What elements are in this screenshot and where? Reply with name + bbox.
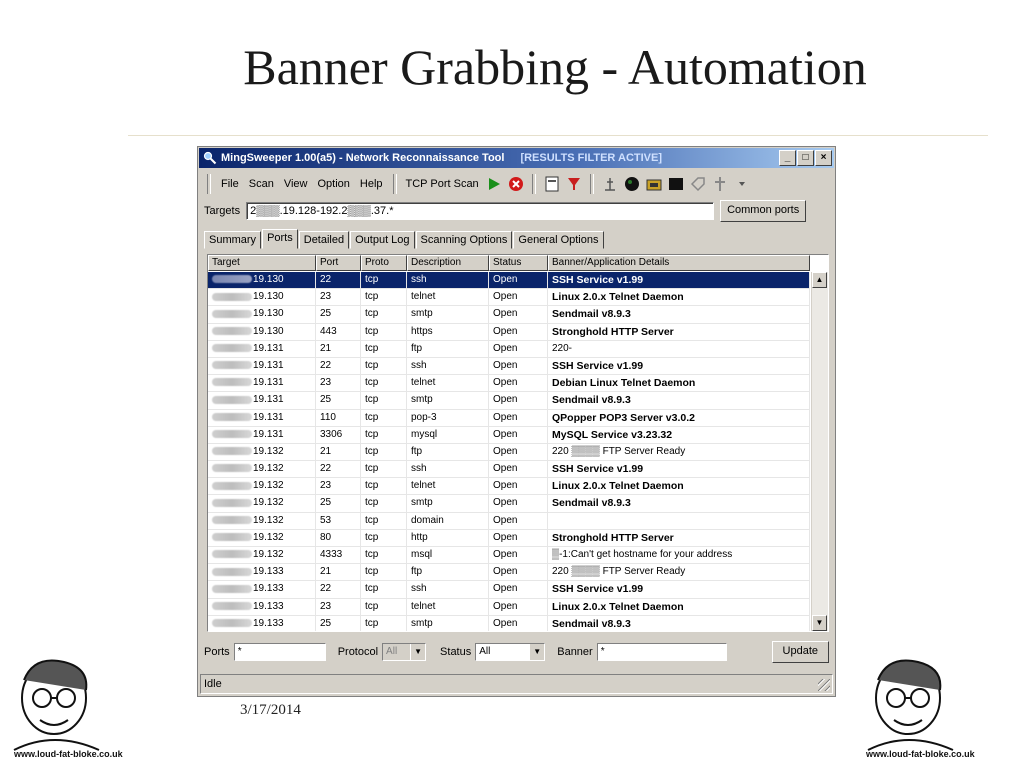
- tcp-port-scan-button[interactable]: TCP Port Scan: [405, 178, 479, 190]
- table-row[interactable]: [208, 375, 810, 392]
- pin-icon[interactable]: [711, 175, 729, 193]
- cell-port: 22: [316, 581, 361, 597]
- status-text: Idle: [204, 678, 222, 690]
- table-row[interactable]: [208, 461, 810, 478]
- cell-banner: ▒-1:Can't get hostname for your address: [548, 547, 810, 563]
- cell-status: Open: [489, 530, 548, 546]
- cell-banner: Sendmail v8.9.3: [548, 306, 810, 322]
- cell-target: [208, 513, 316, 529]
- window-title: MingSweeper 1.00(a5) - Network Reconnaissance Tool: [221, 152, 505, 164]
- close-button[interactable]: ×: [815, 150, 832, 166]
- table-row[interactable]: [208, 324, 810, 341]
- cell-banner: Sendmail v8.9.3: [548, 392, 810, 408]
- redacted-ip: [212, 293, 252, 301]
- cell-status: Open: [489, 478, 548, 494]
- cell-banner: Sendmail v8.9.3: [548, 616, 810, 632]
- cartoon-face-logo: [848, 650, 966, 760]
- cell-description: pop-3: [407, 410, 489, 426]
- tab-strip: [204, 229, 829, 249]
- cell-port: 443: [316, 324, 361, 340]
- cell-status: Open: [489, 513, 548, 529]
- redacted-ip: [212, 361, 252, 369]
- targets-label: Targets: [204, 205, 241, 217]
- ip-suffix: 19.132: [253, 549, 284, 560]
- table-row[interactable]: [208, 495, 810, 512]
- column-header-target[interactable]: Target: [208, 255, 316, 271]
- cell-target: [208, 478, 316, 494]
- maximize-button[interactable]: □: [797, 150, 814, 166]
- cell-description: ssh: [407, 581, 489, 597]
- chevron-down-icon[interactable]: ▼: [410, 644, 425, 660]
- redacted-ip: [212, 396, 252, 404]
- tab-output-log[interactable]: Output Log: [350, 231, 414, 249]
- protocol-select[interactable]: [382, 643, 426, 661]
- cell-status: Open: [489, 427, 548, 443]
- cell-banner: 220-: [548, 341, 810, 357]
- cell-status: Open: [489, 410, 548, 426]
- cell-banner: Debian Linux Telnet Daemon: [548, 375, 810, 391]
- cell-description: ftp: [407, 564, 489, 580]
- cell-target: [208, 324, 316, 340]
- toolbar-separator: [207, 174, 211, 194]
- cell-port: 110: [316, 410, 361, 426]
- cell-status: Open: [489, 444, 548, 460]
- cell-proto: tcp: [361, 616, 407, 632]
- cell-description: ssh: [407, 272, 489, 288]
- cell-banner: Stronghold HTTP Server: [548, 324, 810, 340]
- cell-banner: SSH Service v1.99: [548, 581, 810, 597]
- redacted-ip: [212, 447, 252, 455]
- cell-proto: tcp: [361, 581, 407, 597]
- redacted-ip: [212, 275, 252, 283]
- cell-port: 23: [316, 289, 361, 305]
- cell-description: mysql: [407, 427, 489, 443]
- toolbar-separator: [590, 174, 594, 194]
- ip-suffix: 19.131: [253, 342, 284, 354]
- table-row[interactable]: [208, 444, 810, 461]
- cell-description: domain: [407, 513, 489, 529]
- cell-banner: SSH Service v1.99: [548, 272, 810, 288]
- cell-description: smtp: [407, 616, 489, 632]
- table-row[interactable]: [208, 410, 810, 427]
- cell-proto: tcp: [361, 513, 407, 529]
- update-button[interactable]: Update: [772, 641, 829, 663]
- redacted-ip: [212, 378, 252, 386]
- chevron-down-icon[interactable]: ▼: [529, 644, 544, 660]
- cell-status: Open: [489, 547, 548, 563]
- ip-suffix: 19.132: [253, 497, 284, 509]
- footer-url-left[interactable]: www.loud-fat-bloke.co.uk: [14, 749, 123, 759]
- ip-suffix: 19.131: [253, 359, 284, 371]
- cell-description: ftp: [407, 444, 489, 460]
- cell-banner: Linux 2.0.x Telnet Daemon: [548, 289, 810, 305]
- tab-general-options[interactable]: General Options: [513, 231, 603, 249]
- cell-proto: tcp: [361, 375, 407, 391]
- cell-port: 23: [316, 375, 361, 391]
- cell-port: 22: [316, 358, 361, 374]
- cell-port: 4333: [316, 547, 361, 563]
- cell-target: [208, 599, 316, 615]
- cell-status: Open: [489, 564, 548, 580]
- protocol-select-value: All: [386, 646, 398, 657]
- cell-proto: tcp: [361, 341, 407, 357]
- ip-suffix: 19.130: [253, 291, 284, 303]
- cell-target: [208, 375, 316, 391]
- footer-url-right[interactable]: www.loud-fat-bloke.co.uk: [866, 749, 975, 759]
- table-row[interactable]: [208, 272, 810, 289]
- scroll-down-button[interactable]: ▼: [812, 615, 827, 631]
- cell-description: smtp: [407, 495, 489, 511]
- cell-proto: tcp: [361, 495, 407, 511]
- cell-status: Open: [489, 461, 548, 477]
- slide-date: 3/17/2014: [240, 702, 301, 718]
- grid-scrollbar[interactable]: [811, 272, 828, 631]
- tab-scanning-options[interactable]: Scanning Options: [416, 231, 513, 249]
- cell-description: telnet: [407, 375, 489, 391]
- redacted-ip: [212, 344, 252, 352]
- ip-suffix: 19.130: [253, 274, 284, 285]
- cell-banner: Linux 2.0.x Telnet Daemon: [548, 478, 810, 494]
- cell-banner: [548, 513, 810, 529]
- cell-target: [208, 581, 316, 597]
- banner-filter-label: Banner: [557, 646, 593, 658]
- resize-grip[interactable]: [818, 679, 830, 691]
- cell-port: 25: [316, 495, 361, 511]
- table-row[interactable]: [208, 392, 810, 409]
- cell-banner: SSH Service v1.99: [548, 461, 810, 477]
- cell-status: Open: [489, 495, 548, 511]
- cell-target: [208, 547, 316, 563]
- redacted-ip: [212, 619, 252, 627]
- ip-suffix: 19.133: [253, 583, 284, 595]
- cell-proto: tcp: [361, 324, 407, 340]
- redacted-ip: [212, 550, 252, 558]
- toolbar: [202, 171, 831, 197]
- globe-icon[interactable]: [623, 175, 641, 193]
- cell-proto: tcp: [361, 530, 407, 546]
- redacted-ip: [212, 482, 252, 490]
- status-select-value: All: [479, 646, 491, 657]
- cell-target: [208, 461, 316, 477]
- menu-file[interactable]: File: [221, 178, 239, 190]
- table-row[interactable]: [208, 341, 810, 358]
- cell-target: [208, 289, 316, 305]
- column-header-port[interactable]: Port: [316, 255, 361, 271]
- cell-proto: tcp: [361, 289, 407, 305]
- targets-input[interactable]: 2▒▒▒.19.128-192.2▒▒▒.37.*: [246, 202, 714, 220]
- cell-description: http: [407, 530, 489, 546]
- cell-status: Open: [489, 599, 548, 615]
- table-row[interactable]: [208, 358, 810, 375]
- play-icon[interactable]: [485, 175, 503, 193]
- menu-option[interactable]: Option: [317, 178, 350, 190]
- cell-port: 22: [316, 461, 361, 477]
- cell-target: [208, 392, 316, 408]
- grid-rows: [208, 272, 810, 632]
- cell-target: [208, 530, 316, 546]
- cell-proto: tcp: [361, 392, 407, 408]
- cell-port: 21: [316, 444, 361, 460]
- cell-proto: tcp: [361, 599, 407, 615]
- cell-status: Open: [489, 375, 548, 391]
- cell-proto: tcp: [361, 478, 407, 494]
- mingsweeper-window: [197, 146, 836, 697]
- redacted-ip: [212, 533, 252, 541]
- cell-banner: Sendmail v8.9.3: [548, 495, 810, 511]
- ip-suffix: 19.130: [253, 325, 284, 337]
- cell-banner: SSH Service v1.99: [548, 358, 810, 374]
- column-header-proto[interactable]: Proto: [361, 255, 407, 271]
- cell-proto: tcp: [361, 306, 407, 322]
- column-header-banner[interactable]: Banner/Application Details: [548, 255, 810, 271]
- redacted-ip: [212, 430, 252, 438]
- ports-filter-input[interactable]: *: [234, 643, 326, 661]
- status-select[interactable]: [475, 643, 545, 661]
- cell-banner: Stronghold HTTP Server: [548, 530, 810, 546]
- grid-header: [208, 255, 810, 271]
- toolbar-separator: [532, 174, 536, 194]
- redacted-ip: [212, 310, 252, 318]
- cell-proto: tcp: [361, 272, 407, 288]
- ip-suffix: 19.130: [253, 308, 284, 320]
- cell-proto: tcp: [361, 444, 407, 460]
- column-header-status[interactable]: Status: [489, 255, 548, 271]
- cell-port: 25: [316, 306, 361, 322]
- redacted-ip: [212, 327, 252, 335]
- ip-suffix: 19.133: [253, 617, 284, 629]
- tag-icon[interactable]: [689, 175, 707, 193]
- redacted-ip: [212, 499, 252, 507]
- ip-suffix: 19.133: [253, 566, 284, 578]
- cartoon-face-logo: [4, 650, 122, 760]
- cell-banner: Linux 2.0.x Telnet Daemon: [548, 599, 810, 615]
- cell-status: Open: [489, 272, 548, 288]
- table-row[interactable]: [208, 427, 810, 444]
- cell-status: Open: [489, 358, 548, 374]
- status-bar: [200, 674, 833, 694]
- cell-proto: tcp: [361, 410, 407, 426]
- cell-target: [208, 427, 316, 443]
- table-row[interactable]: [208, 616, 810, 632]
- targets-row: [204, 199, 829, 223]
- ip-suffix: 19.132: [253, 463, 284, 475]
- ip-suffix: 19.131: [253, 411, 284, 423]
- cell-target: [208, 306, 316, 322]
- table-row[interactable]: [208, 513, 810, 530]
- table-row[interactable]: [208, 547, 810, 564]
- cell-status: Open: [489, 324, 548, 340]
- chevron-down-icon[interactable]: [733, 175, 751, 193]
- banner-filter-input[interactable]: *: [597, 643, 727, 661]
- cell-description: msql: [407, 547, 489, 563]
- menu-help[interactable]: Help: [359, 178, 383, 190]
- ip-suffix: 19.132: [253, 531, 284, 543]
- cell-status: Open: [489, 581, 548, 597]
- cell-description: https: [407, 324, 489, 340]
- table-row[interactable]: [208, 581, 810, 598]
- protocol-filter-label: Protocol: [337, 646, 379, 658]
- filter-row: [204, 640, 829, 664]
- cell-target: [208, 341, 316, 357]
- app-icon: [203, 151, 217, 165]
- toolbar-separator: [393, 174, 397, 194]
- filter-icon[interactable]: [565, 175, 583, 193]
- cell-status: Open: [489, 616, 548, 632]
- folder-icon[interactable]: [645, 175, 663, 193]
- cell-description: telnet: [407, 599, 489, 615]
- redacted-ip: [212, 602, 252, 610]
- cell-port: 23: [316, 478, 361, 494]
- table-row[interactable]: [208, 599, 810, 616]
- ip-suffix: 19.133: [253, 600, 284, 612]
- ip-suffix: 19.132: [253, 445, 284, 457]
- cell-banner: MySQL Service v3.23.32: [548, 427, 810, 443]
- cell-proto: tcp: [361, 427, 407, 443]
- status-filter-label: Status: [440, 646, 472, 658]
- scroll-up-button[interactable]: ▲: [812, 272, 827, 288]
- ip-suffix: 19.132: [253, 480, 284, 492]
- cell-proto: tcp: [361, 564, 407, 580]
- ports-filter-label: Ports: [204, 646, 230, 658]
- cell-port: 3306: [316, 427, 361, 443]
- cell-description: ssh: [407, 358, 489, 374]
- cell-port: 22: [316, 272, 361, 288]
- cell-port: 25: [316, 392, 361, 408]
- cell-port: 21: [316, 564, 361, 580]
- cell-description: smtp: [407, 306, 489, 322]
- cell-port: 25: [316, 616, 361, 632]
- window-titlebar[interactable]: [199, 148, 834, 168]
- cell-status: Open: [489, 341, 548, 357]
- menu-scan[interactable]: Scan: [248, 178, 274, 190]
- cell-banner: 220 ▒▒▒▒ FTP Server Ready: [548, 444, 810, 460]
- cell-port: 21: [316, 341, 361, 357]
- cell-target: [208, 444, 316, 460]
- cell-banner: 220 ▒▒▒▒ FTP Server Ready: [548, 564, 810, 580]
- cell-target: [208, 495, 316, 511]
- terminal-icon[interactable]: [667, 175, 685, 193]
- cell-port: 53: [316, 513, 361, 529]
- title-divider: [128, 135, 988, 136]
- filter-active-label: [RESULTS FILTER ACTIVE]: [520, 152, 663, 164]
- redacted-ip: [212, 568, 252, 576]
- cell-description: ssh: [407, 461, 489, 477]
- ip-suffix: 19.131: [253, 428, 284, 440]
- table-row[interactable]: [208, 478, 810, 495]
- ip-suffix: 19.131: [253, 377, 284, 389]
- redacted-ip: [212, 413, 252, 421]
- antenna-icon[interactable]: [601, 175, 619, 193]
- redacted-ip: [212, 464, 252, 472]
- table-row[interactable]: [208, 306, 810, 323]
- cell-banner: QPopper POP3 Server v3.0.2: [548, 410, 810, 426]
- table-row[interactable]: [208, 530, 810, 547]
- cell-description: telnet: [407, 478, 489, 494]
- tab-ports[interactable]: Ports: [262, 229, 298, 249]
- table-row[interactable]: [208, 289, 810, 306]
- cell-description: smtp: [407, 392, 489, 408]
- tab-detailed[interactable]: Detailed: [299, 231, 349, 249]
- ip-suffix: 19.132: [253, 514, 284, 526]
- cell-target: [208, 410, 316, 426]
- minimize-button[interactable]: _: [779, 150, 796, 166]
- cell-description: ftp: [407, 341, 489, 357]
- tab-summary[interactable]: Summary: [204, 231, 261, 249]
- cell-target: [208, 564, 316, 580]
- results-grid: [207, 254, 829, 632]
- slide-title: Banner Grabbing - Automation: [243, 39, 867, 95]
- cell-status: Open: [489, 392, 548, 408]
- cell-status: Open: [489, 306, 548, 322]
- cell-proto: tcp: [361, 461, 407, 477]
- cell-port: 80: [316, 530, 361, 546]
- cell-target: [208, 616, 316, 632]
- cell-description: telnet: [407, 289, 489, 305]
- redacted-ip: [212, 516, 252, 524]
- ip-suffix: 19.131: [253, 394, 284, 406]
- menu-view[interactable]: View: [283, 178, 308, 190]
- cell-proto: tcp: [361, 358, 407, 374]
- column-header-description[interactable]: Description: [407, 255, 489, 271]
- stop-icon[interactable]: [507, 175, 525, 193]
- common-ports-button[interactable]: Common ports: [720, 200, 806, 222]
- cell-port: 23: [316, 599, 361, 615]
- cell-target: [208, 272, 316, 288]
- cell-proto: tcp: [361, 547, 407, 563]
- page-icon[interactable]: [543, 175, 561, 193]
- redacted-ip: [212, 585, 252, 593]
- cell-target: [208, 358, 316, 374]
- table-row[interactable]: [208, 564, 810, 581]
- cell-status: Open: [489, 289, 548, 305]
